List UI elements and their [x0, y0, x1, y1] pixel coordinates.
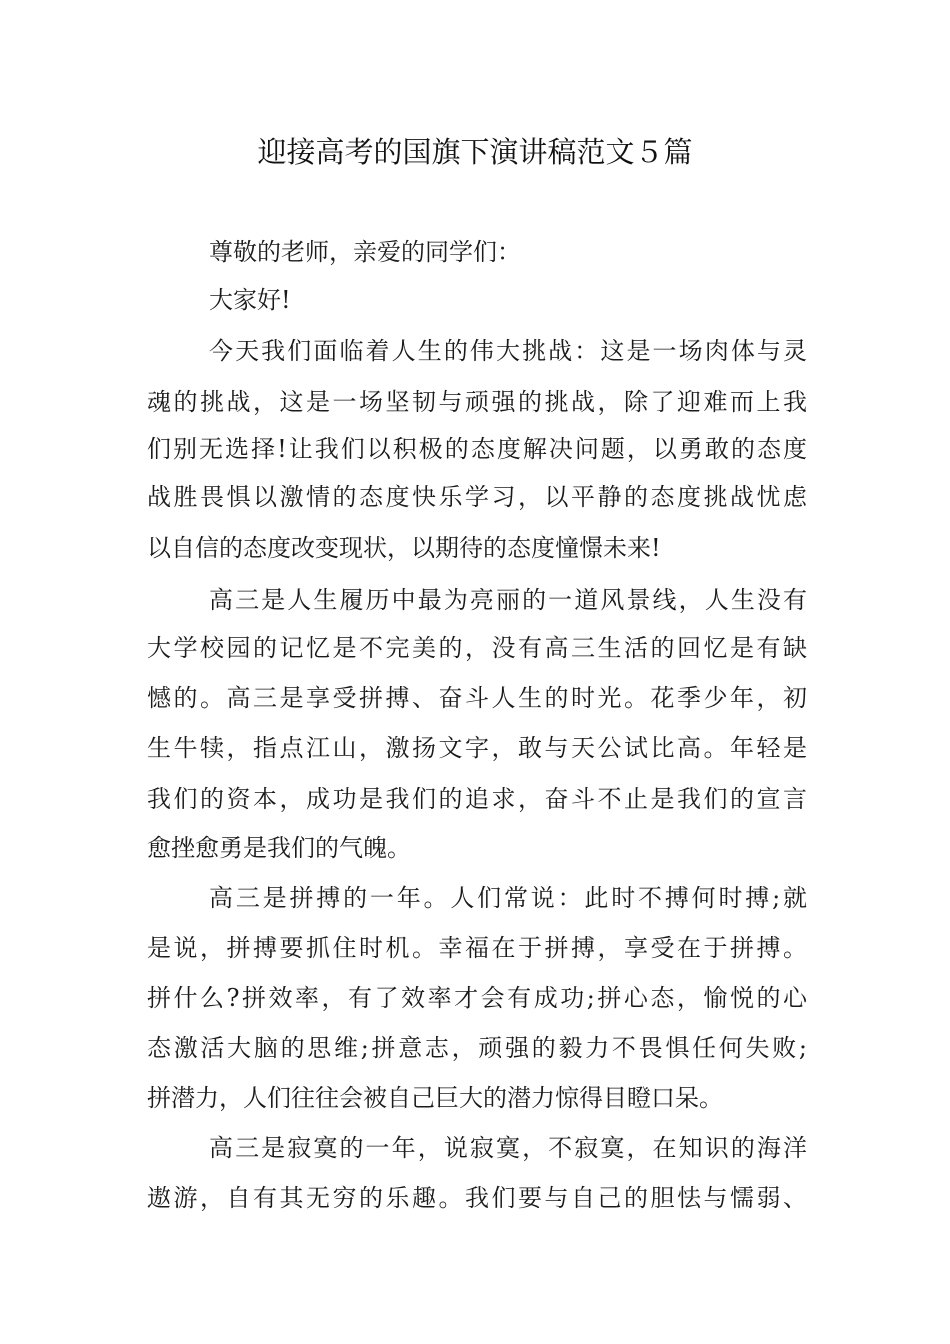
- paragraph-line: 憾的。高三是享受拼搏、奋斗人生的时光。花季少年，初: [147, 684, 807, 712]
- paragraph-line: 态激活大脑的思维;拼意志，顽强的毅力不畏惧任何失败;: [147, 1034, 807, 1062]
- paragraph-line: 愈挫愈勇是我们的气魄。: [147, 834, 411, 862]
- paragraph-line: 们别无选择!让我们以积极的态度解决问题，以勇敢的态度: [147, 435, 807, 463]
- greeting-line: 大家好!: [209, 286, 291, 314]
- paragraph-line: 拼什么?拼效率，有了效率才会有成功;拼心态，愉悦的心: [147, 984, 807, 1012]
- paragraph-line: 我们的资本，成功是我们的追求，奋斗不止是我们的宣言: [147, 785, 807, 813]
- paragraph-line: 今天我们面临着人生的伟大挑战：这是一场肉体与灵: [209, 337, 807, 365]
- document-title: 迎接高考的国旗下演讲稿范文５篇: [257, 135, 693, 169]
- paragraph-line: 高三是人生履历中最为亮丽的一道风景线，人生没有: [209, 586, 807, 614]
- paragraph-line: 拼潜力，人们往往会被自己巨大的潜力惊得目瞪口呆。: [147, 1084, 723, 1112]
- salutation-line: 尊敬的老师，亲爱的同学们：: [209, 238, 521, 266]
- paragraph-line: 以自信的态度改变现状，以期待的态度憧憬未来!: [147, 534, 661, 562]
- paragraph-line: 生牛犊，指点江山，激扬文字，敢与天公试比高。年轻是: [147, 734, 807, 762]
- paragraph-line: 高三是拼搏的一年。人们常说：此时不搏何时搏;就: [209, 884, 807, 912]
- paragraph-line: 战胜畏惧以激情的态度快乐学习，以平静的态度挑战忧虑: [147, 483, 807, 511]
- paragraph-line: 遨游，自有其无穷的乐趣。我们要与自己的胆怯与懦弱、: [147, 1184, 807, 1212]
- paragraph-line: 是说，拼搏要抓住时机。幸福在于拼搏，享受在于拼搏。: [147, 934, 807, 962]
- paragraph-line: 高三是寂寞的一年，说寂寞，不寂寞，在知识的海洋: [209, 1134, 807, 1162]
- paragraph-line: 魂的挑战，这是一场坚韧与顽强的挑战，除了迎难而上我: [147, 388, 807, 416]
- paragraph-line: 大学校园的记忆是不完美的，没有高三生活的回忆是有缺: [147, 634, 807, 662]
